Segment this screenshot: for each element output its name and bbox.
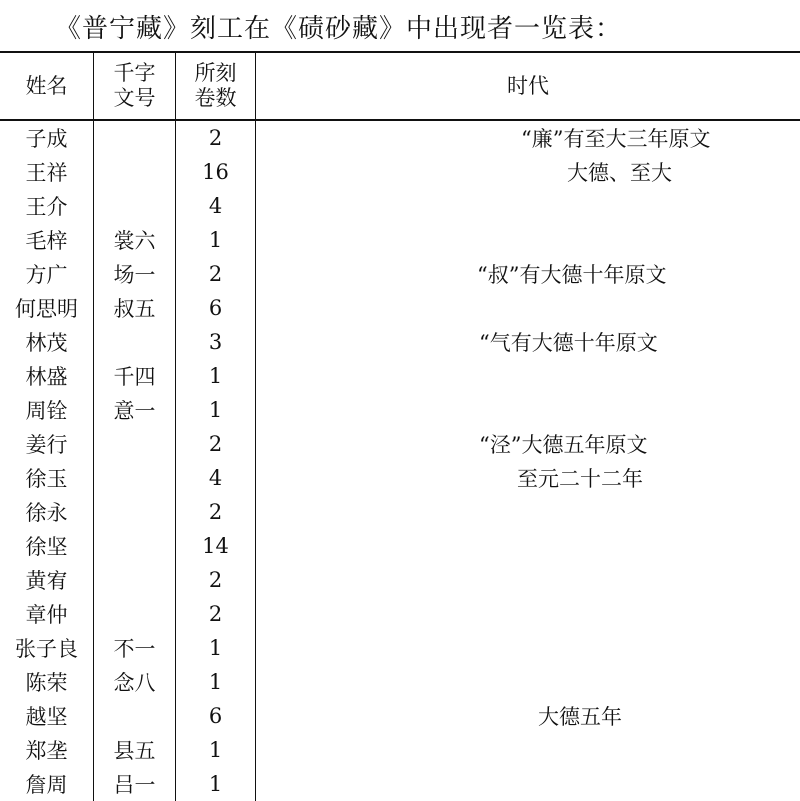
cell-count: 2: [176, 597, 256, 631]
cell-code: 场一: [94, 257, 176, 291]
table-row: [0, 427, 800, 461]
cell-count: 4: [176, 189, 256, 223]
cell-code: 念八: [94, 665, 176, 699]
table-row: [0, 665, 800, 699]
cell-era: 至元二十二年: [256, 461, 800, 495]
cell-name: 张子良: [0, 631, 94, 665]
cell-era: [256, 767, 800, 801]
cell-name: 黄宥: [0, 563, 94, 597]
table-row: [0, 291, 800, 325]
cell-era: “廉”有至大三年原文: [256, 120, 800, 155]
cell-era: [256, 393, 800, 427]
header-code: 千字 文号: [94, 52, 176, 120]
cell-code: 县五: [94, 733, 176, 767]
cell-name: 徐永: [0, 495, 94, 529]
table-row: [0, 461, 800, 495]
cell-era: [256, 665, 800, 699]
cell-name: 子成: [0, 120, 94, 155]
cell-count: 14: [176, 529, 256, 563]
cell-era: 大德、至大: [256, 155, 800, 189]
cell-count: 1: [176, 631, 256, 665]
header-name: 姓名: [0, 52, 94, 120]
cell-count: 2: [176, 120, 256, 155]
cell-name: 徐坚: [0, 529, 94, 563]
cell-name: 方广: [0, 257, 94, 291]
table-row: [0, 223, 800, 257]
cell-name: 陈荣: [0, 665, 94, 699]
cell-code: 叔五: [94, 291, 176, 325]
table-row: [0, 767, 800, 801]
cell-name: 徐玉: [0, 461, 94, 495]
cell-era: “气有大德十年原文: [256, 325, 800, 359]
cell-code: [94, 427, 176, 461]
cell-code: [94, 597, 176, 631]
cell-count: 3: [176, 325, 256, 359]
cell-count: 1: [176, 223, 256, 257]
cell-code: [94, 120, 176, 155]
table-body: [0, 120, 800, 801]
cell-name: 郑垄: [0, 733, 94, 767]
cell-code: [94, 325, 176, 359]
cell-count: 1: [176, 767, 256, 801]
cell-code: 不一: [94, 631, 176, 665]
cell-count: 2: [176, 257, 256, 291]
table-row: [0, 359, 800, 393]
table-row: [0, 155, 800, 189]
cell-era: [256, 291, 800, 325]
cell-name: 毛梓: [0, 223, 94, 257]
cell-name: 林盛: [0, 359, 94, 393]
cell-count: 2: [176, 427, 256, 461]
cell-era: [256, 733, 800, 767]
table-header-row: [0, 52, 800, 120]
cell-count: 1: [176, 733, 256, 767]
cell-code: 千四: [94, 359, 176, 393]
table-row: [0, 563, 800, 597]
table-row: [0, 733, 800, 767]
header-count: 所刻 卷数: [176, 52, 256, 120]
page-title: 《普宁藏》刻工在《碛砂藏》中出现者一览表：: [55, 8, 622, 45]
cell-code: 吕一: [94, 767, 176, 801]
cell-name: 姜行: [0, 427, 94, 461]
cell-code: 意一: [94, 393, 176, 427]
cell-code: [94, 699, 176, 733]
cell-era: 大德五年: [256, 699, 800, 733]
table-row: [0, 393, 800, 427]
carvers-table: [0, 51, 800, 801]
cell-era: [256, 359, 800, 393]
cell-code: 裳六: [94, 223, 176, 257]
cell-name: 王介: [0, 189, 94, 223]
cell-code: [94, 189, 176, 223]
cell-era: [256, 223, 800, 257]
table-row: [0, 529, 800, 563]
table-row: [0, 597, 800, 631]
cell-count: 16: [176, 155, 256, 189]
cell-code: [94, 495, 176, 529]
cell-era: [256, 189, 800, 223]
cell-name: 何思明: [0, 291, 94, 325]
table-row: [0, 495, 800, 529]
cell-name: 周铨: [0, 393, 94, 427]
cell-name: 林茂: [0, 325, 94, 359]
table-row: [0, 189, 800, 223]
table-row: [0, 325, 800, 359]
cell-era: [256, 631, 800, 665]
cell-code: [94, 563, 176, 597]
cell-code: [94, 461, 176, 495]
table-row: [0, 631, 800, 665]
cell-code: [94, 155, 176, 189]
cell-era: “叔”有大德十年原文: [256, 257, 800, 291]
cell-count: 4: [176, 461, 256, 495]
cell-name: 詹周: [0, 767, 94, 801]
cell-count: 1: [176, 665, 256, 699]
cell-code: [94, 529, 176, 563]
header-era: 时代: [256, 52, 800, 120]
cell-count: 1: [176, 393, 256, 427]
table-row: [0, 257, 800, 291]
cell-count: 6: [176, 291, 256, 325]
cell-era: [256, 563, 800, 597]
cell-count: 1: [176, 359, 256, 393]
cell-era: “泾”大德五年原文: [256, 427, 800, 461]
cell-era: [256, 597, 800, 631]
cell-era: [256, 495, 800, 529]
cell-count: 6: [176, 699, 256, 733]
cell-name: 越坚: [0, 699, 94, 733]
cell-count: 2: [176, 495, 256, 529]
cell-name: 章仲: [0, 597, 94, 631]
cell-name: 王祥: [0, 155, 94, 189]
cell-era: [256, 529, 800, 563]
table-row: [0, 120, 800, 155]
cell-count: 2: [176, 563, 256, 597]
table-row: [0, 699, 800, 733]
